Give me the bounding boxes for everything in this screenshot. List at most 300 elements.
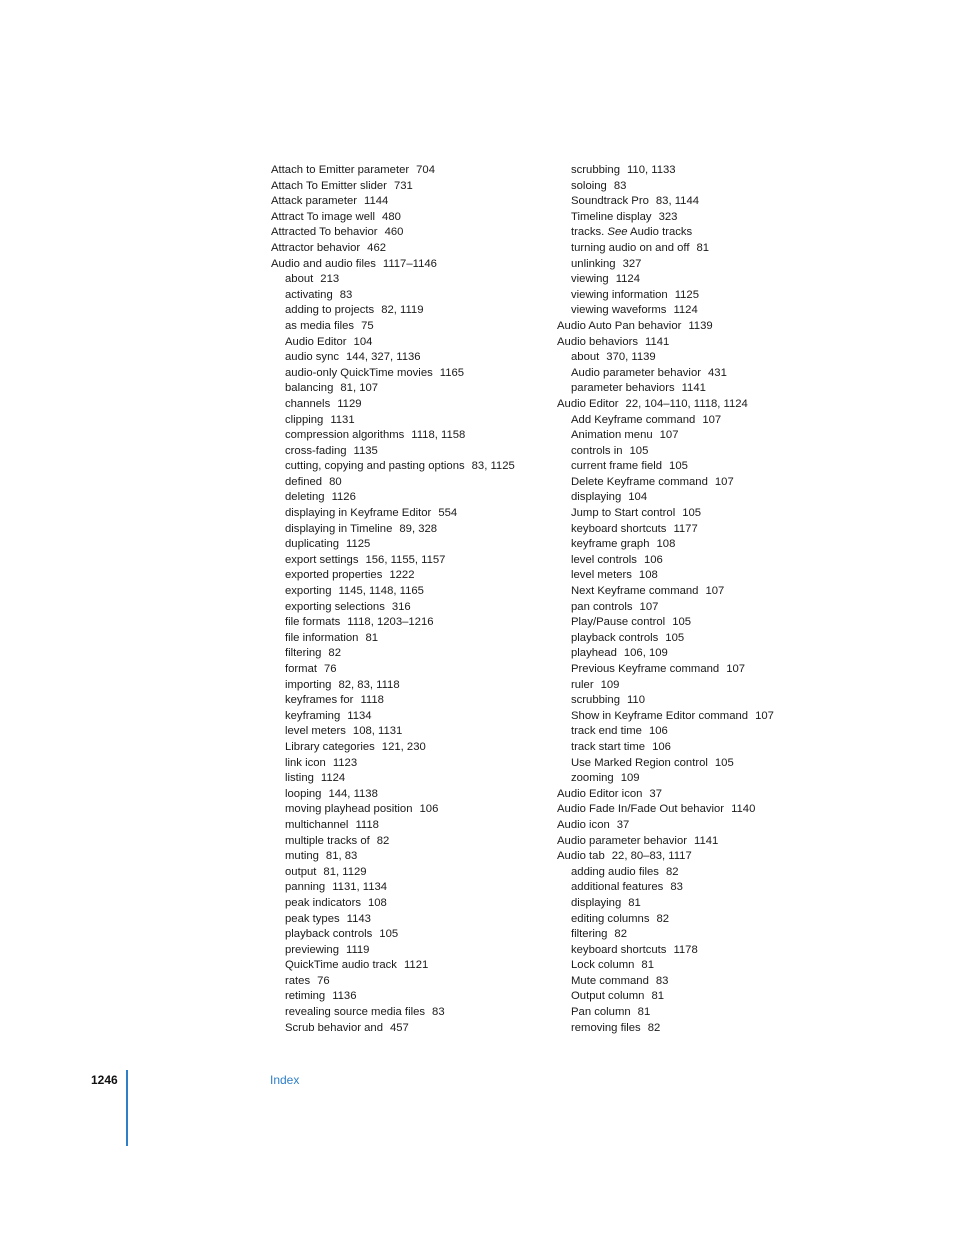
index-term: keyboard shortcuts bbox=[571, 943, 667, 956]
index-term: additional features bbox=[571, 881, 664, 894]
index-term: exporting bbox=[285, 585, 332, 598]
page-references: 1143 bbox=[346, 912, 371, 925]
page-references: 105 bbox=[379, 928, 399, 941]
index-term: clipping bbox=[285, 413, 324, 426]
page-references: 83, 1125 bbox=[471, 460, 515, 473]
index-term: Attack parameter bbox=[271, 195, 358, 208]
index-term: viewing bbox=[571, 273, 609, 286]
page-references: 83 bbox=[670, 881, 683, 894]
index-term: Pan column bbox=[571, 1006, 631, 1019]
index-subentry bbox=[557, 288, 817, 304]
index-entry bbox=[271, 163, 551, 179]
page-references: 1124 bbox=[673, 304, 698, 317]
page-references: 480 bbox=[382, 210, 401, 223]
page-references: 1222 bbox=[389, 569, 415, 582]
index-term: audio-only QuickTime movies bbox=[285, 366, 433, 379]
index-subentry bbox=[271, 444, 551, 460]
index-term: panning bbox=[285, 881, 326, 894]
index-subentry bbox=[557, 693, 817, 709]
page-references: 82 bbox=[328, 647, 341, 660]
page-references: 76 bbox=[324, 663, 337, 675]
index-subentry bbox=[557, 225, 817, 241]
index-subentry bbox=[271, 974, 551, 990]
index-subentry bbox=[271, 943, 551, 959]
index-term: turning audio on and off bbox=[571, 241, 690, 254]
index-term: track end time bbox=[571, 725, 642, 738]
index-term: parameter behaviors bbox=[571, 382, 675, 395]
index-term: export settings bbox=[285, 553, 359, 566]
page-references: 83 bbox=[432, 1006, 445, 1019]
index-term: file information bbox=[285, 631, 359, 644]
page-references: 121, 230 bbox=[381, 740, 426, 753]
index-subentry bbox=[557, 350, 817, 366]
index-term: retiming bbox=[285, 990, 326, 1003]
index-subentry bbox=[271, 1005, 551, 1021]
index-term: Audio icon bbox=[557, 818, 610, 831]
index-term: muting bbox=[285, 850, 319, 863]
index-subentry bbox=[557, 600, 817, 616]
page-references: 83 bbox=[613, 179, 627, 192]
page-references: 81 bbox=[696, 241, 710, 254]
page-references: 108 bbox=[367, 896, 387, 909]
index-term: Audio parameter behavior bbox=[557, 834, 687, 847]
page-references: 316 bbox=[391, 600, 411, 613]
index-subentry bbox=[557, 490, 817, 506]
index-term: exported properties bbox=[285, 569, 383, 582]
page-references: 1131, 1134 bbox=[332, 881, 388, 894]
page-references: 105 bbox=[629, 444, 649, 457]
page-number: 1246 bbox=[91, 1073, 118, 1087]
index-subentry bbox=[271, 693, 551, 709]
index-term: tracks. bbox=[571, 226, 605, 239]
page-references: 83, 1144 bbox=[655, 195, 700, 208]
index-term: QuickTime audio track bbox=[285, 959, 397, 972]
index-subentry bbox=[557, 475, 817, 491]
index-term: Audio Editor icon bbox=[557, 787, 643, 800]
index-term: Output column bbox=[571, 990, 645, 1003]
page-references: 108, 1131 bbox=[352, 725, 403, 738]
index-subentry bbox=[271, 366, 551, 382]
index-term: multiple tracks of bbox=[285, 834, 370, 847]
index-subentry bbox=[557, 615, 817, 631]
page-references: 81, 1129 bbox=[323, 865, 367, 878]
index-term: Library categories bbox=[285, 740, 375, 753]
page-references: 457 bbox=[389, 1021, 409, 1034]
page-references: 108 bbox=[638, 569, 658, 582]
index-entry bbox=[557, 802, 817, 818]
index-subentry bbox=[271, 522, 551, 538]
page-references: 81 bbox=[365, 631, 379, 644]
index-term: peak indicators bbox=[285, 896, 361, 909]
index-term: Audio Editor bbox=[285, 335, 347, 348]
index-entry bbox=[557, 849, 817, 865]
index-term: cross-fading bbox=[285, 444, 347, 457]
index-term: about bbox=[285, 273, 314, 286]
index-term: track start time bbox=[571, 740, 646, 753]
index-subentry bbox=[557, 662, 817, 678]
index-subentry bbox=[271, 600, 551, 616]
index-term: balancing bbox=[285, 382, 334, 395]
page-references: 37 bbox=[616, 818, 630, 831]
index-subentry bbox=[271, 740, 551, 756]
index-subentry bbox=[557, 459, 817, 475]
page-references: 462 bbox=[367, 241, 387, 254]
page-references: 89, 328 bbox=[399, 522, 438, 535]
index-subentry bbox=[271, 865, 551, 881]
index-entry bbox=[557, 397, 817, 413]
page-references: 144, 1138 bbox=[328, 787, 378, 800]
index-term: Attracted To behavior bbox=[271, 226, 378, 239]
page-references: 82, 83, 1118 bbox=[338, 678, 400, 691]
index-term: scrubbing bbox=[571, 694, 620, 707]
index-term: filtering bbox=[285, 647, 322, 660]
index-term: playback controls bbox=[285, 928, 373, 941]
page-references: 106 bbox=[648, 725, 668, 738]
index-entry bbox=[271, 225, 551, 241]
index-term: Lock column bbox=[571, 959, 635, 972]
index-subentry bbox=[271, 413, 551, 429]
index-term: ruler bbox=[571, 678, 594, 691]
page-references: 82 bbox=[665, 865, 679, 878]
index-subentry bbox=[271, 771, 551, 787]
index-subentry bbox=[557, 756, 817, 772]
index-term: adding to projects bbox=[285, 304, 375, 317]
index-subentry bbox=[271, 662, 551, 678]
page-references: 1139 bbox=[688, 319, 713, 332]
index-subentry bbox=[557, 179, 817, 195]
index-term: output bbox=[285, 865, 317, 878]
index-subentry bbox=[557, 678, 817, 694]
section-title: Index bbox=[270, 1073, 300, 1087]
page-references: 105 bbox=[672, 616, 692, 629]
page-references: 704 bbox=[416, 164, 435, 176]
index-subentry bbox=[271, 459, 551, 475]
index-term: file formats bbox=[285, 616, 341, 629]
index-term: revealing source media files bbox=[285, 1006, 426, 1019]
index-term: compression algorithms bbox=[285, 429, 405, 442]
page-references: 107 bbox=[702, 413, 722, 426]
index-subentry bbox=[271, 568, 551, 584]
index-term: unlinking bbox=[571, 257, 616, 270]
index-term: Mute command bbox=[571, 974, 649, 987]
index-term: viewing information bbox=[571, 288, 668, 301]
page-references: 107 bbox=[726, 663, 746, 675]
page-references: 731 bbox=[393, 179, 413, 192]
page-references: 1135 bbox=[353, 444, 378, 457]
index-subentry bbox=[557, 912, 817, 928]
index-subentry bbox=[557, 210, 817, 226]
index-term: displaying in Timeline bbox=[285, 522, 393, 535]
index-term: Soundtrack Pro bbox=[571, 195, 649, 208]
index-subentry bbox=[271, 1021, 551, 1037]
index-subentry bbox=[271, 802, 551, 818]
index-term: rates bbox=[285, 974, 311, 987]
index-subentry bbox=[271, 537, 551, 553]
index-subentry bbox=[557, 880, 817, 896]
index-term: importing bbox=[285, 678, 332, 691]
index-term: keyframes for bbox=[285, 694, 354, 707]
index-term: Use Marked Region control bbox=[571, 756, 708, 769]
page-references: 81 bbox=[637, 1006, 651, 1019]
index-term: removing files bbox=[571, 1021, 641, 1034]
index-term: Audio parameter behavior bbox=[571, 366, 701, 379]
index-term: soloing bbox=[571, 179, 607, 192]
index-term: cutting, copying and pasting options bbox=[285, 460, 465, 473]
page-references: 1144 bbox=[364, 195, 389, 208]
index-term: about bbox=[571, 351, 600, 364]
index-subentry bbox=[271, 475, 551, 491]
index-subentry bbox=[557, 537, 817, 553]
index-term: displaying bbox=[571, 896, 622, 909]
page-references: 213 bbox=[320, 273, 340, 286]
index-term: displaying bbox=[571, 491, 622, 504]
page-references: 83 bbox=[339, 288, 353, 301]
index-term: filtering bbox=[571, 928, 608, 941]
index-subentry bbox=[271, 787, 551, 803]
page-references: 554 bbox=[438, 507, 458, 520]
index-subentry bbox=[557, 257, 817, 273]
page-references: 1124 bbox=[320, 772, 346, 785]
index-subentry bbox=[271, 989, 551, 1005]
page-references: 323 bbox=[658, 210, 678, 223]
index-term: zooming bbox=[571, 772, 614, 785]
index-term: displaying in Keyframe Editor bbox=[285, 507, 432, 520]
index-subentry bbox=[271, 553, 551, 569]
page-references: 1124 bbox=[615, 273, 640, 286]
page-references: 81, 107 bbox=[340, 382, 379, 395]
page-references: 80 bbox=[329, 475, 342, 488]
page-references: 107 bbox=[639, 600, 659, 613]
index-subentry bbox=[271, 880, 551, 896]
index-term: as media files bbox=[285, 319, 355, 332]
index-subentry bbox=[271, 303, 551, 319]
page-references: 1145, 1148, 1165 bbox=[338, 585, 424, 598]
index-subentry bbox=[557, 303, 817, 319]
index-term: duplicating bbox=[285, 538, 340, 551]
page-references: 1118, 1203–1216 bbox=[347, 616, 434, 629]
page-references: 105 bbox=[669, 460, 688, 473]
index-subentry bbox=[557, 272, 817, 288]
index-term: Audio Fade In/Fade Out behavior bbox=[557, 803, 725, 816]
index-subentry bbox=[271, 896, 551, 912]
page-references: 109 bbox=[620, 772, 640, 785]
index-term: Play/Pause control bbox=[571, 616, 666, 629]
page-references: 83 bbox=[655, 974, 669, 987]
index-subentry bbox=[557, 631, 817, 647]
index-term: Delete Keyframe command bbox=[571, 475, 708, 488]
page-references: 82 bbox=[656, 912, 670, 925]
index-term: Show in Keyframe Editor command bbox=[571, 709, 749, 722]
index-term: Previous Keyframe command bbox=[571, 663, 720, 675]
page-references: 431 bbox=[708, 366, 727, 379]
index-subentry bbox=[271, 584, 551, 600]
page-references: 1118 bbox=[355, 818, 379, 831]
index-term: level meters bbox=[285, 725, 346, 738]
index-subentry bbox=[271, 958, 551, 974]
index-subentry bbox=[557, 943, 817, 959]
index-subentry bbox=[271, 272, 551, 288]
page-references: 327 bbox=[622, 257, 642, 270]
index-subentry bbox=[557, 428, 817, 444]
index-subentry bbox=[271, 381, 551, 397]
index-term: controls in bbox=[571, 444, 623, 457]
index-term: viewing waveforms bbox=[571, 304, 667, 317]
page-references: 1140 bbox=[731, 803, 756, 816]
page-references: 1136 bbox=[332, 990, 357, 1003]
page-references: 105 bbox=[682, 507, 702, 520]
see-reference-label: See bbox=[607, 226, 628, 239]
page-references: 81 bbox=[628, 896, 641, 909]
index-subentry bbox=[557, 568, 817, 584]
page-references: 1125 bbox=[346, 538, 371, 551]
index-term: scrubbing bbox=[571, 164, 620, 176]
index-term: deleting bbox=[285, 491, 325, 504]
page-references: 82 bbox=[614, 928, 627, 941]
index-subentry bbox=[557, 974, 817, 990]
index-subentry bbox=[271, 428, 551, 444]
page-references: 1126 bbox=[331, 491, 356, 504]
page-references: 1165 bbox=[439, 366, 465, 379]
index-subentry bbox=[557, 241, 817, 257]
page-references: 82 bbox=[647, 1021, 661, 1034]
index-entry bbox=[271, 241, 551, 257]
index-term: Audio behaviors bbox=[557, 335, 639, 348]
index-entry bbox=[557, 818, 817, 834]
index-subentry bbox=[557, 927, 817, 943]
index-entry bbox=[557, 787, 817, 803]
see-reference-target: Audio tracks bbox=[630, 226, 693, 239]
index-term: Audio Editor bbox=[557, 397, 619, 410]
page-references: 1141 bbox=[645, 335, 670, 348]
page-references: 37 bbox=[649, 787, 662, 800]
page-references: 106 bbox=[652, 740, 671, 753]
index-term: playback controls bbox=[571, 631, 659, 644]
index-term: format bbox=[285, 663, 318, 675]
page-references: 1134 bbox=[347, 709, 372, 722]
index-term: Attract To image well bbox=[271, 210, 376, 223]
page-references: 105 bbox=[714, 756, 734, 769]
page-references: 107 bbox=[705, 585, 725, 598]
index-term: activating bbox=[285, 288, 333, 301]
index-term: Audio tab bbox=[557, 850, 605, 863]
index-subentry bbox=[557, 381, 817, 397]
index-subentry bbox=[557, 740, 817, 756]
index-term: Next Keyframe command bbox=[571, 585, 699, 598]
index-term: moving playhead position bbox=[285, 803, 413, 816]
index-subentry bbox=[271, 646, 551, 662]
page-references: 1177 bbox=[673, 522, 698, 535]
page-references: 1123 bbox=[332, 756, 358, 769]
index-subentry bbox=[557, 646, 817, 662]
page-references: 76 bbox=[317, 974, 330, 987]
page-references: 81, 83 bbox=[325, 850, 358, 863]
index-entry bbox=[271, 257, 551, 273]
index-subentry bbox=[271, 319, 551, 335]
index-term: level meters bbox=[571, 569, 632, 582]
page-references: 107 bbox=[755, 709, 774, 722]
index-term: channels bbox=[285, 397, 331, 410]
index-term: level controls bbox=[571, 553, 637, 566]
index-subentry bbox=[557, 163, 817, 179]
index-term: link icon bbox=[285, 756, 326, 769]
index-term: current frame field bbox=[571, 460, 663, 473]
index-term: Jump to Start control bbox=[571, 507, 676, 520]
index-term: Audio Auto Pan behavior bbox=[557, 319, 682, 332]
index-term: peak types bbox=[285, 912, 340, 925]
index-term: Audio and audio files bbox=[271, 257, 376, 270]
page-references: 107 bbox=[714, 475, 734, 488]
index-term: pan controls bbox=[571, 600, 633, 613]
index-term: previewing bbox=[285, 943, 340, 956]
index-column-left bbox=[271, 163, 551, 1036]
index-term: defined bbox=[285, 475, 323, 488]
page-references: 1117–1146 bbox=[382, 257, 437, 270]
index-term: Animation menu bbox=[571, 429, 653, 442]
index-term: audio sync bbox=[285, 351, 340, 364]
page-references: 82, 1119 bbox=[381, 304, 424, 317]
index-term: playhead bbox=[571, 647, 617, 660]
page-references: 1121 bbox=[403, 959, 429, 972]
index-subentry bbox=[271, 350, 551, 366]
index-subentry bbox=[271, 912, 551, 928]
index-entry bbox=[271, 179, 551, 195]
index-subentry bbox=[557, 194, 817, 210]
page-references: 1178 bbox=[673, 943, 698, 956]
index-subentry bbox=[271, 506, 551, 522]
index-subentry bbox=[557, 958, 817, 974]
index-subentry bbox=[271, 927, 551, 943]
index-subentry bbox=[557, 1021, 817, 1037]
page-references: 109 bbox=[600, 678, 620, 691]
index-subentry bbox=[557, 896, 817, 912]
page-references: 81 bbox=[641, 959, 654, 972]
index-subentry bbox=[271, 631, 551, 647]
page-references: 370, 1139 bbox=[606, 351, 656, 364]
index-column-right bbox=[557, 163, 817, 1036]
index-entry bbox=[557, 834, 817, 850]
page-references: 110 bbox=[626, 694, 645, 707]
page-references: 22, 80–83, 1117 bbox=[611, 850, 692, 863]
index-subentry bbox=[557, 584, 817, 600]
page-references: 105 bbox=[665, 631, 685, 644]
page-references: 1131 bbox=[330, 413, 355, 426]
index-subentry bbox=[271, 490, 551, 506]
page-references: 104 bbox=[628, 491, 648, 504]
index-subentry bbox=[271, 615, 551, 631]
index-subentry bbox=[271, 678, 551, 694]
index-entry bbox=[271, 210, 551, 226]
index-term: Attach to Emitter parameter bbox=[271, 164, 410, 176]
index-subentry bbox=[557, 771, 817, 787]
index-entry bbox=[557, 335, 817, 351]
page-references: 1118, 1158 bbox=[411, 429, 466, 442]
page-references: 1129 bbox=[337, 397, 362, 410]
index-subentry bbox=[271, 724, 551, 740]
index-term: multichannel bbox=[285, 818, 349, 831]
index-subentry bbox=[557, 709, 817, 725]
index-subentry bbox=[557, 1005, 817, 1021]
index-term: exporting selections bbox=[285, 600, 385, 613]
index-term: keyframe graph bbox=[571, 538, 650, 551]
index-term: Timeline display bbox=[571, 210, 652, 223]
index-subentry bbox=[557, 444, 817, 460]
page-references: 1125 bbox=[674, 288, 699, 301]
index-subentry bbox=[557, 724, 817, 740]
page-references: 106, 109 bbox=[623, 647, 668, 660]
page-references: 110, 1133 bbox=[626, 164, 676, 176]
index-subentry bbox=[271, 834, 551, 850]
index-subentry bbox=[557, 366, 817, 382]
